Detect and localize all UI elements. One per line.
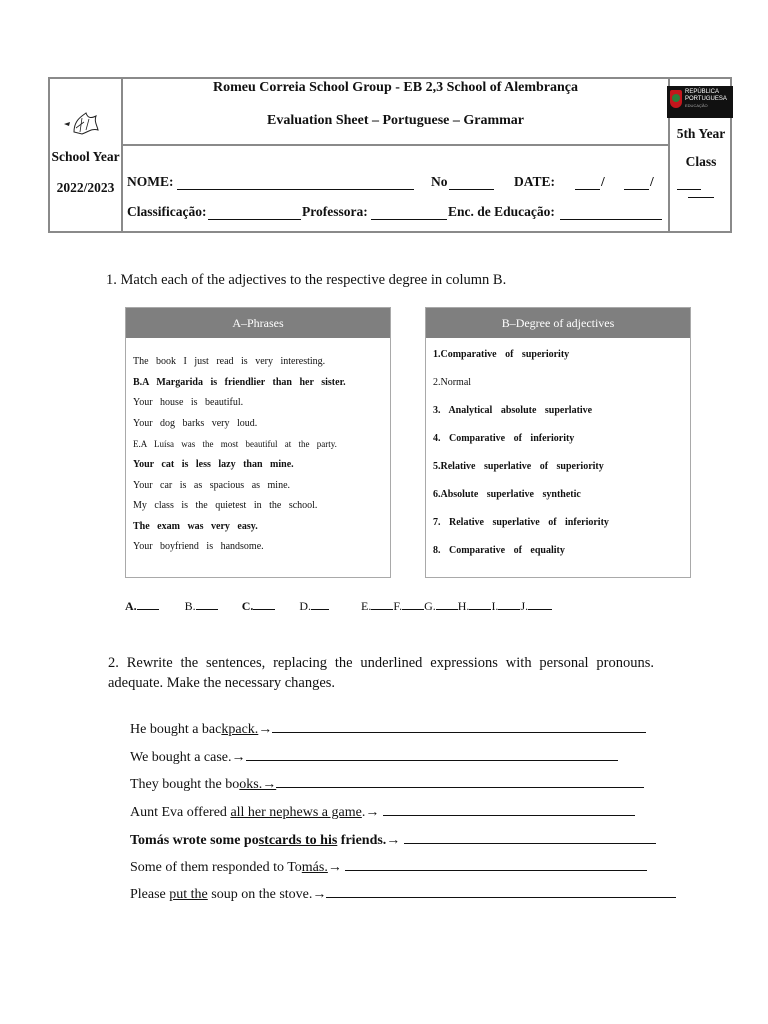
- answer-g-field[interactable]: [436, 599, 458, 610]
- underlined-expression: más.: [301, 860, 328, 875]
- sentence-1-answer-field[interactable]: [272, 720, 646, 733]
- answer-j-label: J.: [520, 599, 529, 613]
- sentence-1: He bought a backpack.→: [130, 720, 646, 738]
- phrases-header: A–Phrases: [126, 308, 390, 338]
- sentence-4: Aunt Eva offered all her nephews a game.→: [130, 803, 635, 821]
- degrees-box: [425, 307, 691, 578]
- sentence-3: They bought the books.→: [130, 775, 644, 793]
- class-label: Class: [685, 154, 717, 169]
- phrase-g: Your car is as spacious as mine.: [133, 479, 291, 491]
- guardian-label: Enc. de Educação:: [448, 204, 555, 219]
- degree-2: 2.Normal: [433, 377, 472, 388]
- phrases-box: [125, 307, 391, 578]
- sentence-4-answer-field[interactable]: [383, 803, 635, 816]
- answer-b-field[interactable]: [196, 599, 218, 610]
- degrees-header: B–Degree of adjectives: [426, 308, 690, 338]
- classification-label: Classificação:: [127, 204, 207, 219]
- answer-e-field[interactable]: [371, 599, 393, 610]
- header-divider-middle: [121, 144, 669, 146]
- answer-b-label: B.: [184, 599, 196, 613]
- phrase-d: Your dog barks very loud.: [133, 417, 258, 429]
- degree-1: 1.Comparative of superiority: [433, 349, 570, 360]
- school-logo-icon: [62, 110, 100, 136]
- sentence-2: We bought a case.→: [130, 748, 618, 766]
- question-2-prompt-line2: adequate. Make the necessary changes.: [108, 675, 336, 691]
- name-label: NOME:: [127, 174, 174, 189]
- answer-h-field[interactable]: [469, 599, 491, 610]
- school-year-value: 2022/2023: [56, 180, 115, 195]
- question-2-prompt-line1: 2. Rewrite the sentences, replacing the underlined expressions with personal pronouns.: [108, 655, 654, 671]
- question-1-prompt: 1. Match each of the adjectives to the respective degree in column B.: [106, 272, 507, 288]
- shield-icon: [670, 90, 682, 108]
- answer-i-field[interactable]: [498, 599, 520, 610]
- date-label: DATE:: [514, 174, 556, 189]
- degree-8: 8. Comparative of equality: [433, 545, 565, 556]
- sentence-7-answer-field[interactable]: [326, 885, 676, 898]
- phrase-b: B.A Margarida is friendlier than her sister.: [133, 376, 346, 388]
- class-field-2[interactable]: [688, 185, 714, 198]
- answer-line: [125, 599, 552, 614]
- underlined-expression: stcards to his: [258, 833, 338, 848]
- phrase-a: The book I just read is very interesting.: [133, 356, 326, 367]
- underlined-expression: all her nephews a game: [230, 805, 362, 820]
- sentence-3-answer-field[interactable]: [276, 775, 644, 788]
- sheet-title: Evaluation Sheet – Portuguese – Grammar: [266, 113, 525, 128]
- school-group-title: Romeu Correia School Group - EB 2,3 School of Alembrança: [212, 80, 579, 95]
- date-separator-1: /: [601, 174, 605, 189]
- underlined-expression: kpack.: [221, 722, 259, 737]
- answer-j-field[interactable]: [528, 599, 552, 610]
- degree-4: 4. Comparative of inferiority: [433, 433, 575, 444]
- sentence-7: Please put the soup on the stove.→: [130, 885, 676, 903]
- name-field[interactable]: [177, 177, 414, 190]
- school-year-label: School Year: [51, 149, 120, 164]
- sentence-6-answer-field[interactable]: [345, 858, 647, 871]
- header-divider-left: [121, 77, 123, 233]
- grade-label: 5th Year: [676, 126, 726, 141]
- answer-h-label: H.: [457, 599, 470, 613]
- phrase-j: Your boyfriend is handsome.: [133, 541, 264, 553]
- phrase-i: The exam was very easy.: [133, 520, 258, 532]
- guardian-field[interactable]: [560, 207, 662, 220]
- degree-6: 6.Absolute superlative synthetic: [433, 489, 581, 500]
- sentence-5: Tomás wrote some postcards to his friends.→: [130, 831, 656, 849]
- answer-e-label: E.: [361, 599, 372, 613]
- sentence-6: Some of them responded to Tomás.→: [130, 858, 647, 876]
- answer-g-label: G.: [424, 599, 436, 613]
- degree-7: 7. Relative superlative of inferiority: [433, 517, 609, 528]
- answer-c-label: C.: [241, 599, 254, 613]
- phrase-f: Your cat is less lazy than mine.: [133, 458, 294, 470]
- sentence-2-answer-field[interactable]: [246, 748, 618, 761]
- phrase-e: E.A Luísa was the most beautiful at the party.: [133, 439, 337, 450]
- answer-d-label: D.: [299, 599, 312, 613]
- answer-a-label: A.: [125, 599, 137, 613]
- teacher-label: Professora:: [302, 204, 368, 219]
- sentence-5-answer-field[interactable]: [404, 831, 656, 844]
- degree-5: 5.Relative superlative of superiority: [433, 461, 604, 472]
- answer-f-field[interactable]: [402, 599, 424, 610]
- phrase-c: Your house is beautiful.: [133, 397, 244, 409]
- gov-logo-text: REPÚBLICA PORTUGUESA: [685, 89, 727, 102]
- number-field[interactable]: [449, 177, 494, 190]
- date-month-field[interactable]: [624, 177, 649, 190]
- date-day-field[interactable]: [575, 177, 600, 190]
- answer-a-field[interactable]: [137, 599, 159, 610]
- number-label: No: [431, 174, 448, 189]
- classification-field[interactable]: [208, 207, 301, 220]
- answer-f-label: F.: [393, 599, 403, 613]
- date-separator-2: /: [650, 174, 654, 189]
- underlined-expression: put the: [169, 887, 208, 902]
- answer-d-field[interactable]: [311, 599, 329, 610]
- phrase-h: My class is the quietest in the school.: [133, 500, 318, 512]
- underlined-expression: oks.→: [239, 777, 277, 792]
- gov-logo-sub: EDUCAÇÃO: [685, 103, 708, 108]
- degree-3: 3. Analytical absolute superlative: [433, 405, 593, 416]
- government-logo: [667, 86, 733, 118]
- answer-c-field[interactable]: [253, 599, 275, 610]
- teacher-field[interactable]: [371, 207, 447, 220]
- answer-i-label: I.: [491, 599, 499, 613]
